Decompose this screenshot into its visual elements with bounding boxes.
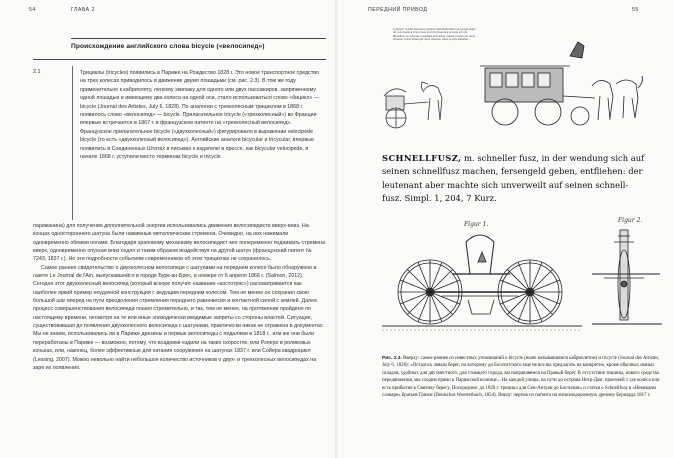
box-left-rule [72, 66, 73, 220]
body-text [33, 222, 325, 372]
dictionary-headword: SCHNELLFUSZ, [382, 153, 462, 163]
right-running-head: ПЕРЕДНИЙ ПРИВОД [368, 7, 428, 13]
dictionary-line-2: seinen schnellfusz machen, fersengeld geben, entfliehen: der [382, 166, 643, 177]
section-number: 2.1 [33, 69, 41, 75]
body-paragraph-1: парижанина) для получения дополнительной энергии использовались движения велосипедиста вверх-вниз. На концах одностороннего шатуна были нажимные металлические стремена. Очевидно, на них нажимали одновременно обеими ногами. Благодаря храповому механизму велосипедист мог попеременно поднимать стремена вверх, одновременно опуская вниз седло и таким образом воздействуя на другой шатун (французский патент № 7243, 1837 г.). Но эти подробности событиям современников об этих трициклах не сохранилось. [33, 223, 325, 263]
section-heading: Происхождение английского слова bicycle («велосипед») [71, 43, 265, 50]
chapter-running-head: ГЛАВА 2 [71, 7, 95, 13]
left-page [0, 0, 336, 458]
sidebar-box-text: Трициклы (tricycles) появились в Париже на Рождество 1828 г. Это новое транспортное средство на трех колесах приводилось в движение двумя лошадьми (см. рис. 2.3). В том же году применительно к кабриолету, легкому экипажу для одного или двух пассажиров, запряженному одной лошадью и имеющему два колеса на одной оси, стало использоваться слово «бицикл» — bicycle (Journal des Artistes, July 6, 1828). По аналогии с трехколесным трициклом в 1868 г. появилось слово «велосипед» — bicycle. Прилагательное tricycle («трехколесный») во Франции впервые встречается в 1867 г. в французском патенте на «трехколесный велосипед». Французское прилагательное bicycle («двухколесный») фигурировало в выражении velocipède bicycle (то есть «двухколесный велосипед»). Английские аналоги bicycular и tricycular, впервые появились в Соединенных Штатах в письмах к издателю в прессе, как bicycular velocipede, в начале 1868 г. уступили место терминам bicycle и tricycle. [80, 70, 320, 161]
page-number-left: 54 [29, 7, 36, 13]
dictionary-line-3: leutenant aber machte sich unverweilt auf seinen schnell- [382, 179, 629, 190]
right-page [338, 0, 674, 458]
dictionary-entry [382, 152, 662, 205]
tricycle-engraving [380, 26, 665, 134]
newspaper-clipping: Lolemert 'a était dans les journaux Amb-Rauh-Paris en nouvel engin dit velocipède à trois roues qui fut présenté à la foule lors du Réveillon. Le vehicule consistait en bonnes caisses posées sur deux vitesses, roues tirées par deux chevaux, dans le style Parisien ... [393, 28, 476, 41]
dictionary-line-1: m. schneller fusz, in der wendung sich auf [464, 153, 645, 163]
body-paragraph-2: Самое раннее свидетельство о двухколесном велосипеде с шатунами на переднем колесе было обнаружено в газете Le Journal de l'Ain, выпускавшейся в городе Бурк-ан-Брес, в номере от 6 апреля 1866 г. (Salmon, 2012). Сегодня этот двухколесный велосипед (который вскоре получит название «костотряс») рассматривается как наиболее яркий пример неудачной конструкции с ведущим передним колесом. Тем не менее он сохранил свою большой шаг вперед на пути преодоления стремления переднего равновесия и контактной силой с землей. Далее процесс совершенствования велосипеда пошел стремительно, и так, тем не менее, на протяжении пройдено по настоящему времени, несмотря на те или иные эпизодически вводимые запреты со стороны властей. Ситуация, существовавшая до появления двухколесного велосипеда с шатунами, практически никак не отражена в документах. Мы не знаем, использовались ли в Париже дрезины и первые велосипеды с педалями в 1818 г., или же они были переработаны в Париже — возможно, потому, что всадники ездили на таких скоростях, или Рэперо в роликовых коньках, или, наконец, более эффективные для катания сооружения на шатунах 1837 г. или Сойера квадроцикл (Lessing, 2007). Можно невольно найти небольшое количество источников о двух- и трехколесных велосипедах на заре их появления. [33, 264, 325, 371]
heading-top-rule [71, 38, 326, 39]
page-number-right: 55 [632, 7, 639, 13]
caption-text: Вверху: самое раннее из известных упоминаний о bicycle (ныне называвшемся кабриолетом) и tricycle (Journal des Artistes, July 6, 1828): «Осталось левым берег, по которому до Богатитского еще не все вы предлагать на конкретно, кроме обычных имных складов, удобных для двухместного, для стоящего города, вы направляемся на Правый берег. В отсутствие тишины, нового средства передвижения, мы сходим прямо к Парижской вознице... На каждой улицы, на пути до острова Нотр-Дам, проезжей 1 где колёса или есть прибытие к Святому берегу. Посередине: до 1828 г. трицикл для Сен-Антуан до Бастилии» и статья о Schnellfusz в «Немецком словаре» братьев Гримм (Deutsches Woerterbuch, 1854). Внизу: чертеж из патента на железнодорожную дрезину Бернарда 1817 г. [382, 356, 660, 399]
figure-2-label: Figur 2. [618, 217, 643, 224]
figure-caption [382, 355, 662, 399]
caption-label: Рис. 2.3. [382, 356, 402, 361]
dictionary-line-4: fusz. Simpl. 1, 204, 7 Kurz. [382, 192, 497, 203]
patent-drawing [382, 212, 664, 344]
figure-1-label: Figur 1. [464, 221, 489, 228]
heading-bottom-rule [33, 59, 326, 60]
draisine-drawing [382, 212, 664, 344]
